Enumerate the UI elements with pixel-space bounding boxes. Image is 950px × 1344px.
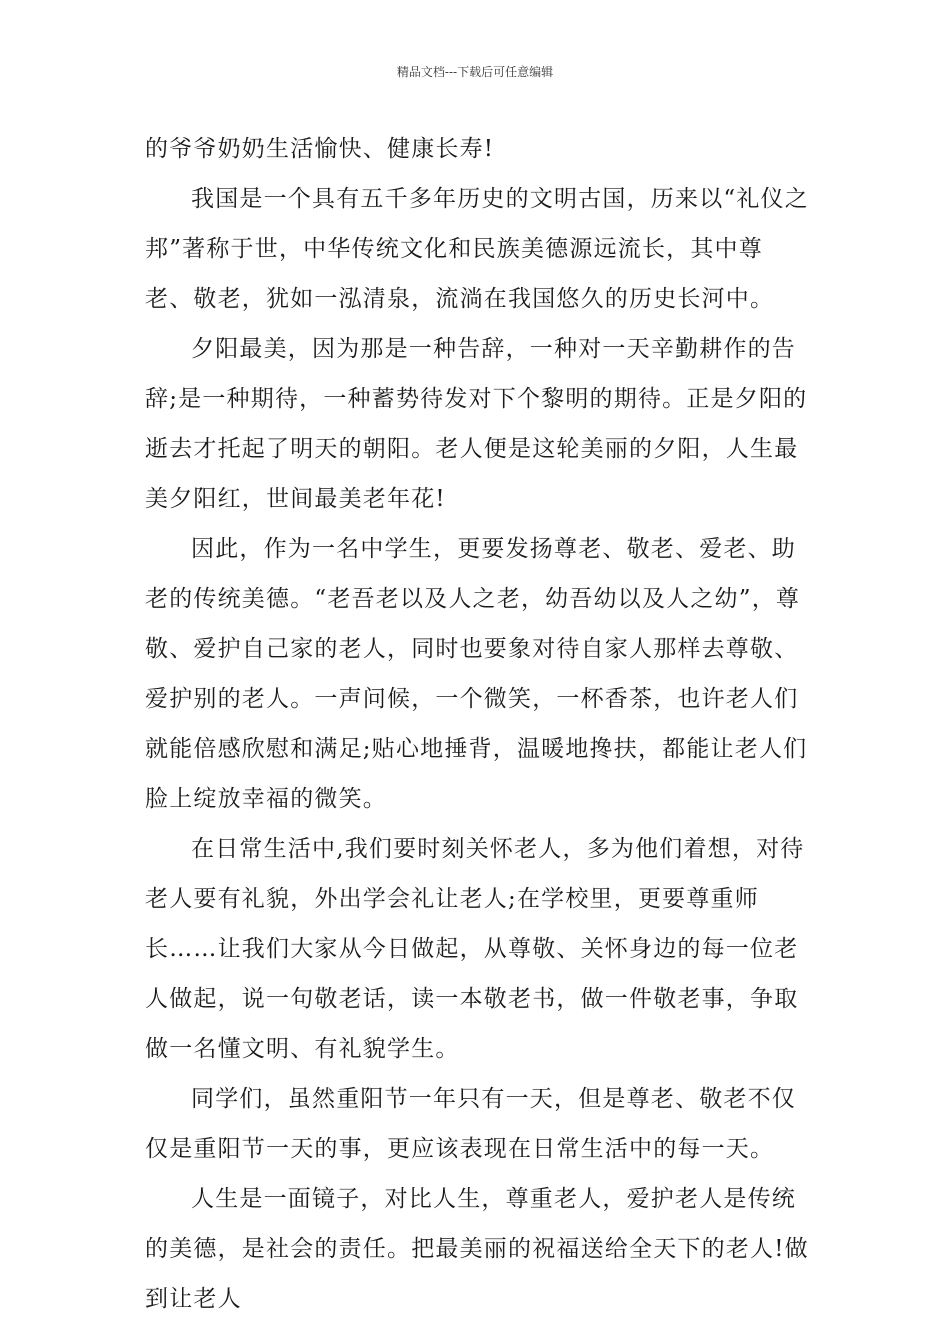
paragraph: 我国是一个具有五千多年历史的文明古国，历来以“礼仪之邦”著称于世，中华传统文化和民族美德源远流长，其中尊老、敬老，犹如一泓清泉，流淌在我国悠久的历史长河中。	[145, 186, 809, 312]
page-header: 精品文档---下载后可任意编辑	[396, 65, 554, 79]
paragraph: 在日常生活中,我们要时刻关怀老人，多为他们着想，对待老人要有礼貌，外出学会礼让老人;在学校里，更要尊重师长……让我们大家从今日做起，从尊敬、关怀身边的每一位老人做起，说一句敬老话，读一本敬老书，做一件敬老事，争取做一名懂文明、有礼貌学生。	[145, 836, 805, 1062]
paragraph: 夕阳最美，因为那是一种告辞，一种对一天辛勤耕作的告辞;是一种期待，一种蓄势待发对下个黎明的期待。正是夕阳的逝去才托起了明天的朝阳。老人便是这轮美丽的夕阳，人生最美夕阳红，世间最美老年花!	[145, 336, 808, 512]
paragraph: 同学们，虽然重阳节一年只有一天，但是尊老、敬老不仅仅是重阳节一天的事，更应该表现在日常生活中的每一天。	[145, 1086, 796, 1162]
paragraph: 人生是一面镜子，对比人生，尊重老人，爱护老人是传统的美德，是社会的责任。把最美丽的祝福送给全天下的老人!做到让老人	[145, 1186, 809, 1312]
paragraph: 因此，作为一名中学生，更要发扬尊老、敬老、爱老、助老的传统美德。“老吾老以及人之老，幼吾幼以及人之幼”，尊敬、爱护自己家的老人，同时也要象对待自家人那样去尊敬、爱护别的老人。一声问候，一个微笑，一杯香茶，也许老人们就能倍感欣慰和满足;贴心地捶背，温暖地搀扶，都能让老人们脸上绽放幸福的微笑。	[145, 536, 808, 812]
paragraph-continuation: 的爷爷奶奶生活愉快、健康长寿!	[145, 136, 495, 162]
document-body	[145, 124, 809, 1324]
